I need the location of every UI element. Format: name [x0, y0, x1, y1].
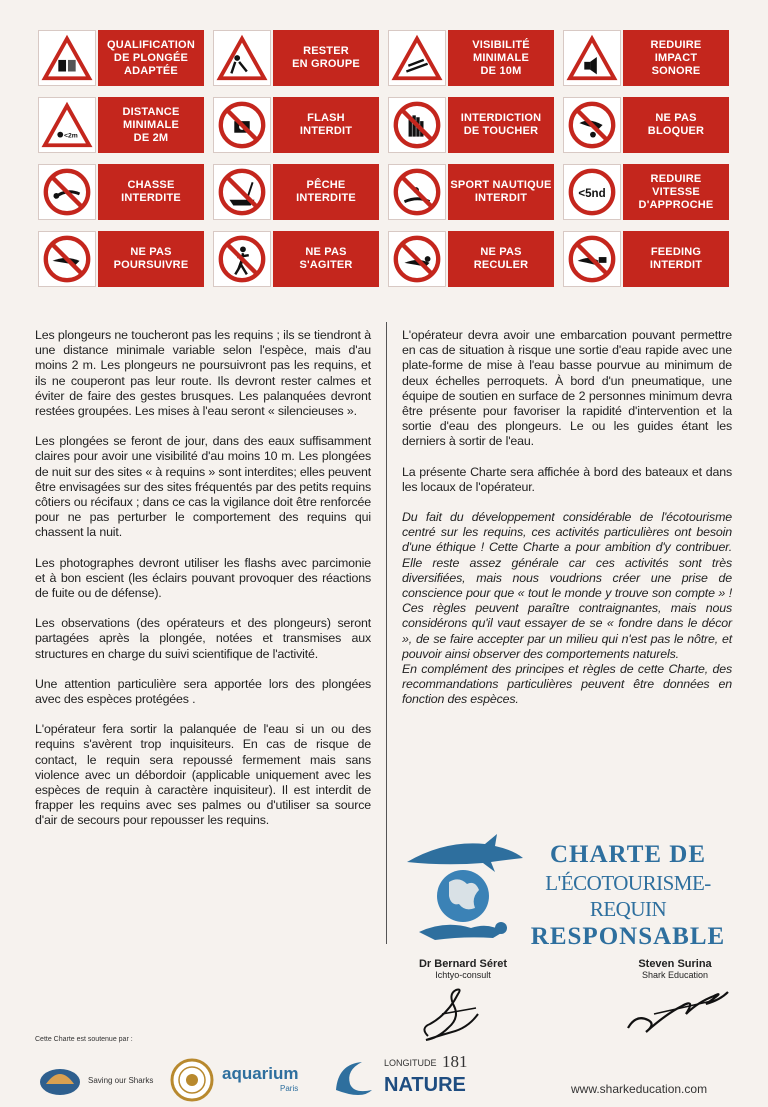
sign-qualification — [38, 30, 204, 86]
footer-url[interactable]: www.sharkeducation.com — [571, 1082, 708, 1096]
sign-flash — [213, 97, 379, 153]
sign-label: NE PAS S'AGITER — [273, 231, 379, 287]
diver-group-icon — [213, 30, 271, 86]
speaker-icon — [563, 30, 621, 86]
no-backing-icon — [388, 231, 446, 287]
no-touch-icon — [388, 97, 446, 153]
paragraph: Du fait du développement considérable de l'écotourisme centré sur les requins, ces activités particulières ont besoin d'une éthique ! Cette Charte a pour ambition d'y contribuer. Elle reste assez générale car ces activités sont très diversifiées, mais nous voudrions créer une prise de conscience pour que « tout le monde y trouve son compte » ! Ces règles peuvent paraître contraignantes, mais nous considérons qu'il vaut essayer de se « fondre dans le décor », de se faire accepter par un milieu qui n'est pas le nôtre, et pouvoir ainsi observer des comportements naturels. — [402, 510, 732, 661]
no-block-icon — [563, 97, 621, 153]
sign-groupe — [213, 30, 379, 86]
speed-limit-icon — [563, 164, 621, 220]
sign-label: CHASSE INTERDITE — [98, 164, 204, 220]
longitude-small: LONGITUDE — [384, 1058, 437, 1068]
charte-title — [528, 840, 728, 952]
sign-label: NE PAS RECULER — [448, 231, 554, 287]
aquarium-city: Paris — [280, 1084, 299, 1093]
sign-agiter — [213, 231, 379, 287]
sign-label: PÊCHE INTERDITE — [273, 164, 379, 220]
sign-label: QUALIFICATION DE PLONGÉE ADAPTÉE — [98, 30, 204, 86]
sign-sonore — [563, 30, 729, 86]
no-fishing-icon — [213, 164, 271, 220]
sign-label: INTERDICTION DE TOUCHER — [448, 97, 554, 153]
saving-our-sharks-text: Saving our Sharks — [88, 1076, 154, 1085]
signer-name: Steven Surina — [638, 958, 712, 970]
signature-surina — [626, 984, 730, 1034]
signature-seret — [418, 984, 490, 1046]
diver-certification-icon — [38, 30, 96, 86]
sign-icon-text: <2m — [64, 132, 78, 140]
paragraph: Les plongeurs ne toucheront pas les requins ; ils se tiendront à une distance minimale variable selon l'espèce, mais d'au moins 2 m. Les plongeurs ne poursuivront pas les requins, et ils ne couperont pas leur route. Ils devront rester calmes et éviter de faire des gestes brusques. Les palanquées devront restées groupées. Les mises à l'eau seront « silencieuses ». — [35, 328, 371, 419]
shark-globe-emblem-icon — [405, 832, 525, 942]
signer-name: Dr Bernard Séret — [418, 958, 508, 970]
signer-surina — [620, 958, 730, 980]
signer-org: Ichtyo-consult — [435, 970, 491, 980]
nature-logo: NATURE — [384, 1074, 466, 1096]
no-hunting-icon — [38, 164, 96, 220]
saving-our-sharks-logo-icon — [38, 1062, 82, 1096]
visibility-icon — [388, 30, 446, 86]
sign-poursuivre — [38, 231, 204, 287]
sign-toucher — [388, 97, 554, 153]
distance-icon — [38, 97, 96, 153]
sign-chasse — [38, 164, 204, 220]
paragraph: Une attention particulière sera apportée lors des plongées avec des espèces protégées . — [35, 676, 371, 707]
aquarium-logo: aquarium — [222, 1064, 299, 1083]
no-agitation-icon — [213, 231, 271, 287]
sign-label: REDUIRE VITESSE D'APPROCHE — [623, 164, 729, 220]
sign-nautique — [388, 164, 554, 220]
wave-logo-icon — [332, 1056, 378, 1100]
column-divider — [386, 322, 387, 944]
sign-peche — [213, 164, 379, 220]
sign-visibilite — [388, 30, 554, 86]
sign-label: NE PAS POURSUIVRE — [98, 231, 204, 287]
sign-feeding — [563, 231, 729, 287]
no-watersport-icon — [388, 164, 446, 220]
charte-title-line3: RESPONSABLE — [530, 923, 726, 950]
sign-vitesse — [563, 164, 729, 220]
support-text: Cette Charte est soutenue par : — [35, 1036, 133, 1043]
longitude-number: 181 — [442, 1052, 468, 1071]
sign-label: SPORT NAUTIQUE INTERDIT — [448, 164, 554, 220]
sign-label: DISTANCE MINIMALE DE 2M — [98, 97, 204, 153]
no-chase-icon — [38, 231, 96, 287]
sign-label: VISIBILITÉ MINIMALE DE 10M — [448, 30, 554, 86]
no-feeding-icon — [563, 231, 621, 287]
sign-icon-text: <5nd — [578, 187, 606, 200]
rules-sign-grid — [38, 30, 730, 288]
paragraph: Les photographes devront utiliser les flashs avec parcimonie et à bon escient (les éclairs pouvant provoquer des réactions de fuite ou de défense). — [35, 555, 371, 601]
sign-reculer — [388, 231, 554, 287]
signer-org: Shark Education — [641, 970, 709, 980]
paragraph: La présente Charte sera affichée à bord des bateaux et dans les locaux de l'opérateur. — [402, 464, 732, 494]
sign-label: RESTER EN GROUPE — [273, 30, 379, 86]
left-column — [35, 328, 371, 844]
sign-distance — [38, 97, 204, 153]
right-column — [402, 328, 732, 708]
paragraph: L'opérateur fera sortir la palanquée de l'eau si un ou des requins s'avèrent trop inquisiteurs. En cas de risque de contact, le requin sera repoussé fermement mais sans violence avec un débordoir (applicable uniquement avec les espèces de requin à caractère inquisiteur). Il est interdit de frapper les requins avec ses palmes ou d'utiliser sa source d'air de secours pour repousser les requins. — [35, 722, 371, 828]
paragraph: Les plongées se feront de jour, dans des eaux suffisamment claires pour avoir une visibilité d'au moins 10 m. Les plongées de nuit sur des sites « à requins » sont interdites; elles peuvent être envisagées sur des sites fréquentés par des petits requins côtiers ou récifaux ; dans ce cas la vigilance doit être renforcée pour ne pas perturber le comportement des requins qui chassent la nuit. — [35, 434, 371, 540]
sign-label: REDUIRE IMPACT SONORE — [623, 30, 729, 86]
charte-title-line2: L'ÉCOTOURISME-REQUIN — [545, 871, 711, 921]
paragraph: L'opérateur devra avoir une embarcation pouvant permettre en cas de situation à risque une sortie d'eau rapide avec une plate-forme de mise à l'eau basse pourvue au minimum de deux échelles perroquets. À bord d'un pneumatique, une équipe de soutien en surface de 2 personnes minimum devra être présente pour favoriser la rapidité d'intervention et la sortie d'eau des plongeurs. Le ou les guides étant les derniers à sortir de l'eau. — [402, 328, 732, 449]
paragraph: Les observations (des opérateurs et des plongeurs) seront partagées après la plongée, notées et transmises aux structures en charge du suivi scientifique de l'activité. — [35, 616, 371, 661]
sign-label: FEEDING INTERDIT — [623, 231, 729, 287]
charte-title-line1: CHARTE DE — [549, 841, 707, 868]
signer-seret — [408, 958, 518, 980]
university-seal-icon — [170, 1058, 214, 1102]
sign-label: NE PAS BLOQUER — [623, 97, 729, 153]
sign-label: FLASH INTERDIT — [273, 97, 379, 153]
paragraph: En complément des principes et règles de cette Charte, des recommandations particulières peuvent être données en fonction des espèces. — [402, 662, 732, 707]
sign-bloquer — [563, 97, 729, 153]
no-flash-icon — [213, 97, 271, 153]
